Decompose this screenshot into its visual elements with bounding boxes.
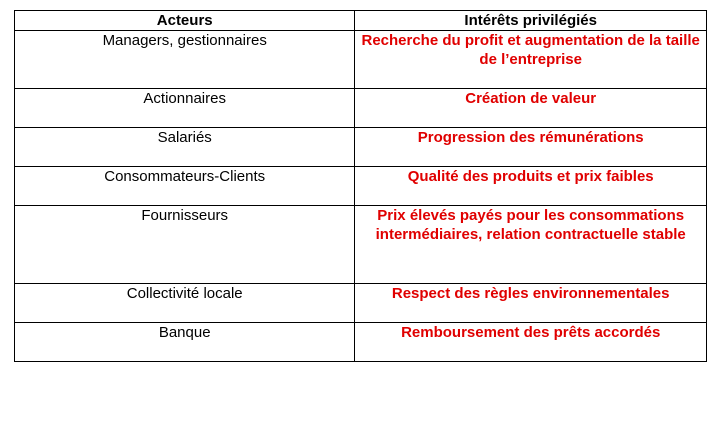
table-row: [15, 284, 707, 323]
interest-cell: Respect des règles environnementales: [355, 284, 707, 323]
table-header-row: [15, 11, 707, 31]
stakeholder-interests-table: [14, 10, 707, 362]
table-row: [15, 206, 707, 284]
table-row: [15, 89, 707, 128]
actor-cell: Banque: [15, 323, 355, 362]
actor-cell: Collectivité locale: [15, 284, 355, 323]
interest-cell: Prix élevés payés pour les consommations intermédiaires, relation contractuelle stable: [355, 206, 707, 284]
actor-cell: Managers, gestionnaires: [15, 31, 355, 89]
interest-cell: Qualité des produits et prix faibles: [355, 167, 707, 206]
table-row: [15, 167, 707, 206]
header-actors: Acteurs: [15, 11, 355, 31]
actor-cell: Actionnaires: [15, 89, 355, 128]
actor-cell: Fournisseurs: [15, 206, 355, 284]
interest-cell: Création de valeur: [355, 89, 707, 128]
table-row: [15, 323, 707, 362]
table-row: [15, 31, 707, 89]
table-row: [15, 128, 707, 167]
interest-cell: Progression des rémunérations: [355, 128, 707, 167]
actor-cell: Salariés: [15, 128, 355, 167]
actor-cell: Consommateurs-Clients: [15, 167, 355, 206]
interest-cell: Recherche du profit et augmentation de la taille de l’entreprise: [355, 31, 707, 89]
header-interests: Intérêts privilégiés: [355, 11, 707, 31]
interest-cell: Remboursement des prêts accordés: [355, 323, 707, 362]
